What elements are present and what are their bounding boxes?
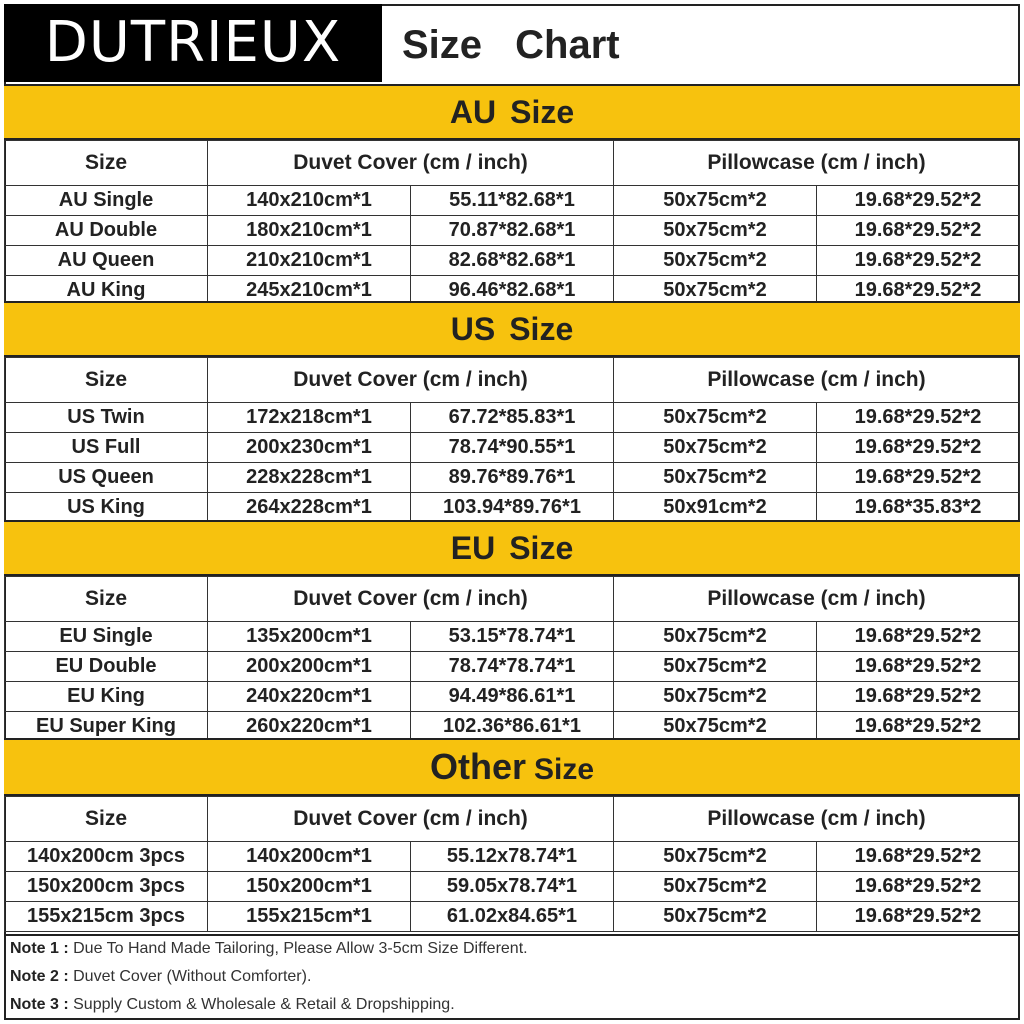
pillow-inch-cell: 19.68*29.52*2 [817, 902, 1020, 932]
table-row [5, 902, 1020, 932]
duvet-cm-cell: 140x210cm*1 [208, 186, 411, 216]
table-header-row [5, 797, 1020, 842]
column-header-size: Size [5, 797, 208, 842]
duvet-inch-cell: 70.87*82.68*1 [411, 216, 614, 246]
notes-section [4, 934, 1020, 1020]
pillow-inch-cell: 19.68*29.52*2 [817, 246, 1020, 276]
table-row [5, 433, 1020, 463]
size-table-eu [4, 576, 1020, 742]
column-header-duvet: Duvet Cover (cm / inch) [208, 797, 614, 842]
size-name-cell: AU Single [5, 186, 208, 216]
size-name-cell: US Full [5, 433, 208, 463]
table-row [5, 246, 1020, 276]
note-3 [10, 996, 455, 1014]
pillow-cm-cell: 50x75cm*2 [614, 902, 817, 932]
pillow-inch-cell: 19.68*29.52*2 [817, 682, 1020, 712]
table-row [5, 403, 1020, 433]
duvet-inch-cell: 82.68*82.68*1 [411, 246, 614, 276]
table-row [5, 842, 1020, 872]
duvet-cm-cell: 135x200cm*1 [208, 622, 411, 652]
duvet-inch-cell: 78.74*78.74*1 [411, 652, 614, 682]
duvet-inch-cell: 59.05x78.74*1 [411, 872, 614, 902]
section-name: Other [429, 746, 526, 787]
duvet-inch-cell: 53.15*78.74*1 [411, 622, 614, 652]
table-row [5, 216, 1020, 246]
pillow-inch-cell: 19.68*29.52*2 [817, 216, 1020, 246]
pillow-inch-cell: 19.68*29.52*2 [817, 433, 1020, 463]
size-name-cell: US Queen [5, 463, 208, 493]
pillow-inch-cell: 19.68*29.52*2 [817, 276, 1020, 306]
duvet-cm-cell: 260x220cm*1 [208, 712, 411, 742]
section-suffix: Size [533, 753, 595, 786]
section-band-au [4, 84, 1020, 140]
size-name-cell: EU Super King [5, 712, 208, 742]
pillow-cm-cell: 50x75cm*2 [614, 842, 817, 872]
pillow-inch-cell: 19.68*29.52*2 [817, 186, 1020, 216]
size-name-cell: 140x200cm 3pcs [5, 842, 208, 872]
table-row [5, 186, 1020, 216]
duvet-cm-cell: 140x200cm*1 [208, 842, 411, 872]
pillow-cm-cell: 50x75cm*2 [614, 712, 817, 742]
pillow-cm-cell: 50x75cm*2 [614, 276, 817, 306]
pillow-cm-cell: 50x75cm*2 [614, 682, 817, 712]
duvet-cm-cell: 245x210cm*1 [208, 276, 411, 306]
size-table-us [4, 357, 1020, 523]
duvet-inch-cell: 67.72*85.83*1 [411, 403, 614, 433]
section-suffix: Size [510, 94, 575, 130]
table-row [5, 463, 1020, 493]
page-title: Size Chart [402, 23, 620, 67]
pillow-cm-cell: 50x75cm*2 [614, 246, 817, 276]
note-label: Note 1 : [10, 940, 69, 957]
brand-logo: DUTRIEUX [4, 4, 382, 82]
pillow-cm-cell: 50x75cm*2 [614, 872, 817, 902]
size-name-cell: AU Double [5, 216, 208, 246]
table-header-row [5, 141, 1020, 186]
column-header-pillowcase: Pillowcase (cm / inch) [614, 797, 1020, 842]
pillow-inch-cell: 19.68*29.52*2 [817, 712, 1020, 742]
size-name-cell: AU King [5, 276, 208, 306]
duvet-inch-cell: 61.02x84.65*1 [411, 902, 614, 932]
pillow-cm-cell: 50x75cm*2 [614, 216, 817, 246]
column-header-pillowcase: Pillowcase (cm / inch) [614, 141, 1020, 186]
section-band-us [4, 301, 1020, 357]
duvet-inch-cell: 103.94*89.76*1 [411, 493, 614, 523]
duvet-cm-cell: 155x215cm*1 [208, 902, 411, 932]
section-suffix: Size [509, 530, 574, 566]
size-table-au [4, 140, 1020, 306]
pillow-inch-cell: 19.68*29.52*2 [817, 622, 1020, 652]
pillow-cm-cell: 50x91cm*2 [614, 493, 817, 523]
table-header-row [5, 358, 1020, 403]
table-row [5, 872, 1020, 902]
pillow-cm-cell: 50x75cm*2 [614, 652, 817, 682]
pillow-inch-cell: 19.68*29.52*2 [817, 463, 1020, 493]
section-band-eu [4, 520, 1020, 576]
duvet-cm-cell: 264x228cm*1 [208, 493, 411, 523]
pillow-inch-cell: 19.68*29.52*2 [817, 842, 1020, 872]
duvet-inch-cell: 102.36*86.61*1 [411, 712, 614, 742]
size-name-cell: 155x215cm 3pcs [5, 902, 208, 932]
section-name: US [450, 311, 496, 347]
size-name-cell: AU Queen [5, 246, 208, 276]
duvet-cm-cell: 150x200cm*1 [208, 872, 411, 902]
duvet-cm-cell: 200x230cm*1 [208, 433, 411, 463]
note-text: Due To Hand Made Tailoring, Please Allow 3-5cm Size Different. [73, 940, 528, 957]
column-header-size: Size [5, 141, 208, 186]
duvet-inch-cell: 89.76*89.76*1 [411, 463, 614, 493]
duvet-cm-cell: 228x228cm*1 [208, 463, 411, 493]
pillow-cm-cell: 50x75cm*2 [614, 433, 817, 463]
duvet-cm-cell: 200x200cm*1 [208, 652, 411, 682]
section-suffix: Size [509, 311, 574, 347]
duvet-cm-cell: 210x210cm*1 [208, 246, 411, 276]
pillow-inch-cell: 19.68*35.83*2 [817, 493, 1020, 523]
duvet-inch-cell: 55.11*82.68*1 [411, 186, 614, 216]
column-header-duvet: Duvet Cover (cm / inch) [208, 358, 614, 403]
section-name: AU [449, 94, 497, 130]
note-label: Note 2 : [10, 968, 69, 985]
size-name-cell: US Twin [5, 403, 208, 433]
duvet-cm-cell: 240x220cm*1 [208, 682, 411, 712]
note-1 [10, 940, 528, 958]
note-text: Duvet Cover (Without Comforter). [73, 968, 312, 985]
column-header-size: Size [5, 358, 208, 403]
size-name-cell: 150x200cm 3pcs [5, 872, 208, 902]
duvet-inch-cell: 78.74*90.55*1 [411, 433, 614, 463]
column-header-duvet: Duvet Cover (cm / inch) [208, 141, 614, 186]
table-row [5, 682, 1020, 712]
size-name-cell: EU Single [5, 622, 208, 652]
duvet-cm-cell: 180x210cm*1 [208, 216, 411, 246]
section-name: EU [450, 530, 496, 566]
pillow-cm-cell: 50x75cm*2 [614, 186, 817, 216]
pillow-inch-cell: 19.68*29.52*2 [817, 872, 1020, 902]
column-header-pillowcase: Pillowcase (cm / inch) [614, 577, 1020, 622]
size-name-cell: EU Double [5, 652, 208, 682]
note-text: Supply Custom & Wholesale & Retail & Dropshipping. [73, 996, 455, 1013]
pillow-cm-cell: 50x75cm*2 [614, 622, 817, 652]
duvet-cm-cell: 172x218cm*1 [208, 403, 411, 433]
size-table-other [4, 796, 1020, 932]
section-band-other [4, 738, 1020, 796]
column-header-size: Size [5, 577, 208, 622]
duvet-inch-cell: 96.46*82.68*1 [411, 276, 614, 306]
pillow-cm-cell: 50x75cm*2 [614, 463, 817, 493]
column-header-duvet: Duvet Cover (cm / inch) [208, 577, 614, 622]
table-row [5, 712, 1020, 742]
table-header-row [5, 577, 1020, 622]
column-header-pillowcase: Pillowcase (cm / inch) [614, 358, 1020, 403]
duvet-inch-cell: 94.49*86.61*1 [411, 682, 614, 712]
duvet-inch-cell: 55.12x78.74*1 [411, 842, 614, 872]
pillow-inch-cell: 19.68*29.52*2 [817, 652, 1020, 682]
size-name-cell: US King [5, 493, 208, 523]
pillow-inch-cell: 19.68*29.52*2 [817, 403, 1020, 433]
note-2 [10, 968, 311, 986]
size-name-cell: EU King [5, 682, 208, 712]
table-row [5, 493, 1020, 523]
table-row [5, 652, 1020, 682]
table-row [5, 622, 1020, 652]
pillow-cm-cell: 50x75cm*2 [614, 403, 817, 433]
note-label: Note 3 : [10, 996, 69, 1013]
